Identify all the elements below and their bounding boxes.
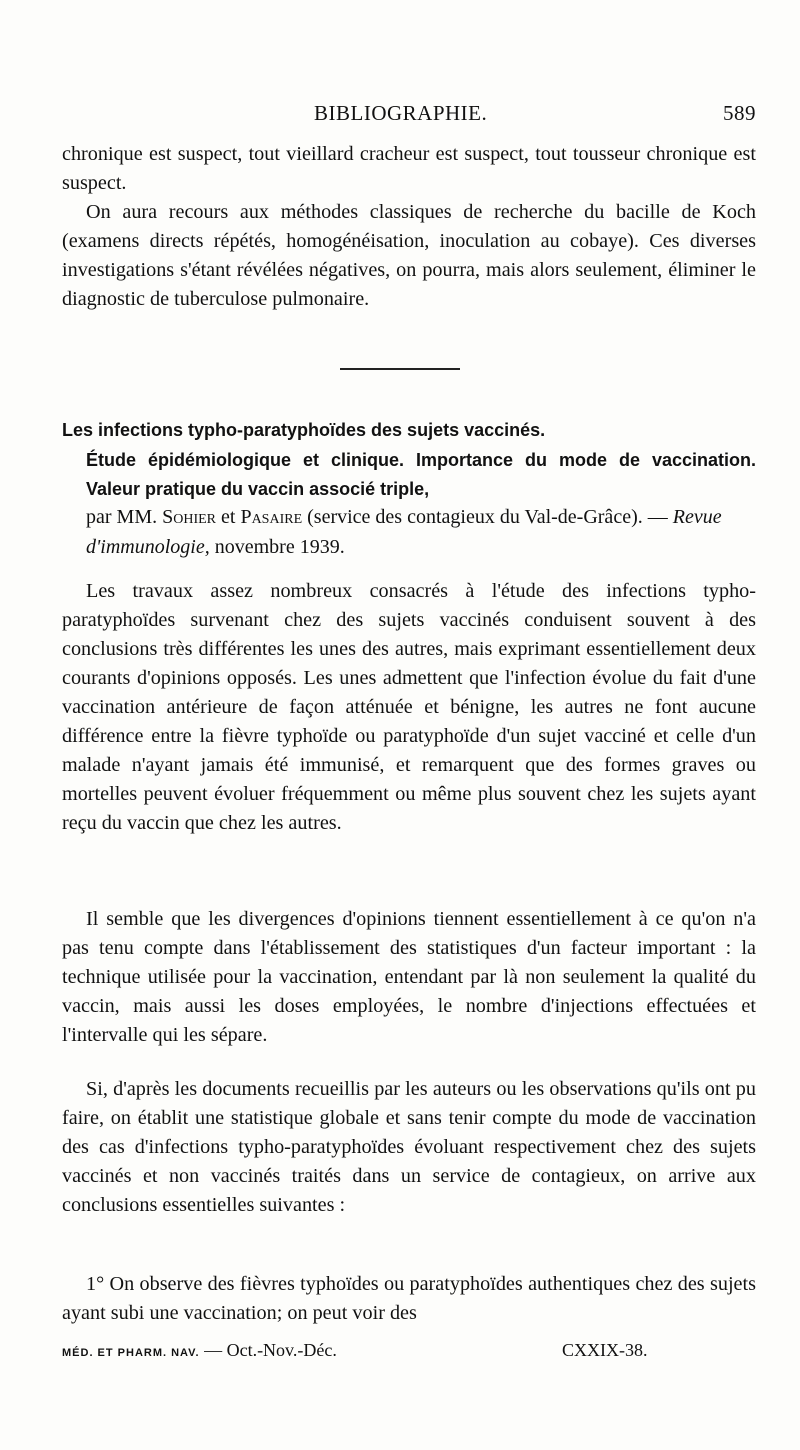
footer-period: Oct.-Nov.-Déc. [226,1340,337,1360]
paragraph: 1° On observe des fièvres typhoïdes ou paratyphoïdes authentiques chez des sujets ayant subi une vaccination; on peut voir des [62,1273,756,1324]
credits-par: par MM. [86,506,158,528]
footer-signature: CXXIX-38. [562,1340,648,1360]
paragraph: Il semble que les divergences d'opinions tiennent essentiellement à ce qu'on n'a pas tenu compte dans l'établissement des statistiques d'un facteur important : la technique utilisée pour la vaccination, entendant par là non seulement la qualité du vaccin, mais aussi les doses employées, le nombre d'injections effectuées et l'intervalle qui les sépare. [62,908,756,1046]
previous-article-end [62,140,756,314]
paragraph: chronique est suspect, tout vieillard cracheur est suspect, tout tousseur chronique est suspect. [62,143,756,194]
section-divider [340,368,460,370]
article-credits [86,503,756,562]
author-name: Sohier [162,506,217,528]
article-body-4 [62,1270,756,1328]
credits-service: (service des contagieux du Val-de-Grâce). — [307,506,668,528]
journal-name: Revue d'immunologie, [86,506,722,558]
article-body-1 [62,577,756,838]
document-page [62,0,756,1450]
page-footer [62,1340,756,1366]
paragraph: Si, d'après les documents recueillis par les auteurs ou les observations qu'ils ont pu faire, on établit une statistique globale et sans tenir compte du mode de vaccination des cas d'infections typho-paratyphoïdes évoluant respectivement chez des sujets vaccinés et non vaccinés traités dans un service de contagieux, on arrive aux conclusions essentielles suivantes : [62,1078,756,1216]
footer-abbr: MÉD. ET PHARM. NAV. [62,1347,200,1359]
page-header [62,101,756,129]
article-title-line: Les infections typho-paratyphoïdes des sujets vaccinés. [62,420,546,440]
article-title [62,416,756,505]
credits-et: et [221,506,236,528]
footer-dash: — [204,1340,223,1360]
paragraph: On aura recours aux méthodes classiques de recherche du bacille de Koch (examens directs répétés, homogénéisation, inoculation au cobaye). Ces diverses investigations s'étant révélées négatives, on pourra, mais alors seulement, éliminer le diagnostic de tuberculose pulmonaire. [62,201,756,310]
author-name: Pasaire [240,506,303,528]
article-body-3 [62,1075,756,1220]
article-body-2 [62,905,756,1050]
article-title-continuation: Étude épidémiologique et clinique. Importance du mode de vaccination. Valeur pratique du vaccin associé triple, [86,449,756,499]
page-number: 589 [723,101,756,125]
running-title: BIBLIOGRAPHIE. [314,101,488,125]
footer-journal [62,1340,337,1361]
paragraph: Les travaux assez nombreux consacrés à l'étude des infections typho-paratyphoïdes survenant chez des sujets vaccinés conduisent souvent à des conclusions très différentes les unes des autres, mais exprimant essentiellement deux courants d'opinions opposés. Les unes admettent que l'infection évolue du fait d'une vaccination antérieure de façon atténuée et bénigne, les autres ne font aucune différence entre la fièvre typhoïde ou paratyphoïde d'un sujet vacciné et celle d'un malade n'ayant jamais été immunisé, et remarquent que des formes graves ou mortelles peuvent évoluer fréquemment ou même plus souvent chez les sujets ayant reçu du vaccin que chez les autres. [62,580,756,834]
publication-date: novembre 1939. [214,535,345,558]
